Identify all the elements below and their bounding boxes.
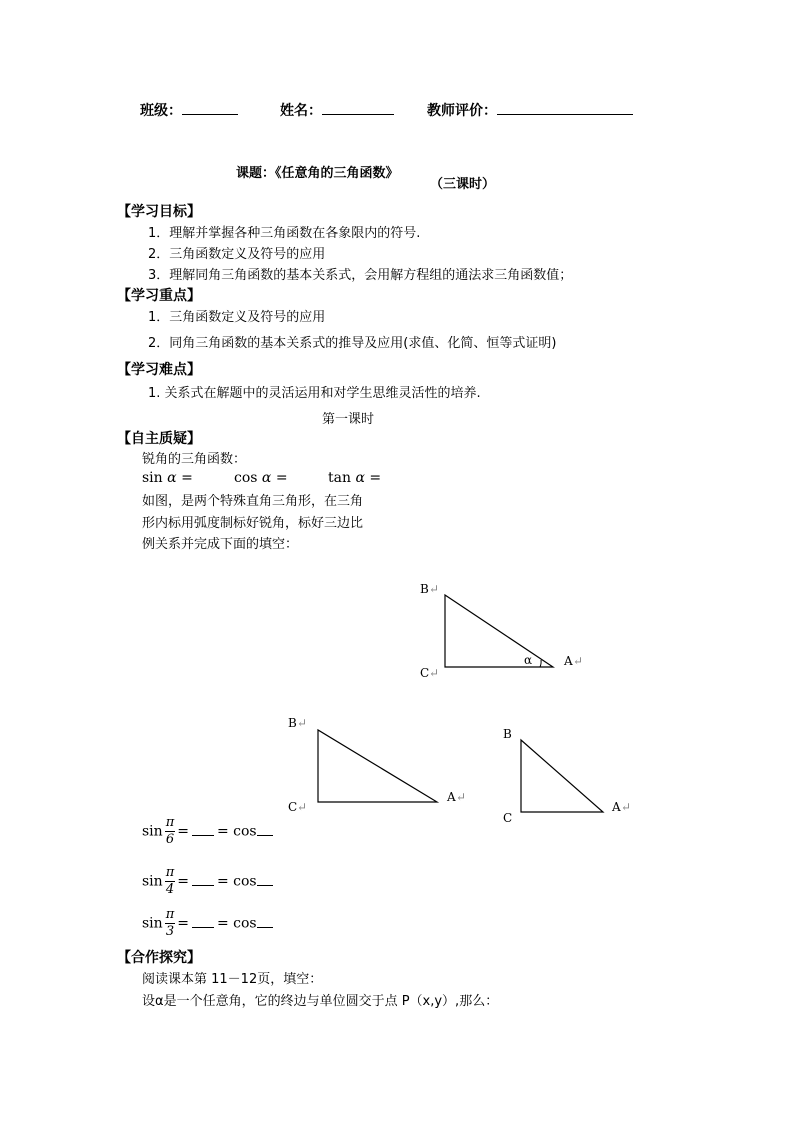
equals-sign: = — [275, 470, 288, 486]
self-study-heading: 【自主质疑】 — [117, 431, 201, 447]
lesson-label: 第一课时 — [322, 412, 375, 427]
return-mark: ↵ — [297, 800, 308, 814]
triangle-right — [521, 740, 603, 812]
label-a: A — [447, 790, 456, 804]
return-mark: ↵ — [429, 582, 440, 596]
sin-fn: sin — [142, 470, 163, 486]
teacher-field — [427, 100, 633, 120]
equation-row — [142, 907, 273, 940]
denominator: 3 — [165, 924, 175, 939]
fraction — [165, 907, 176, 940]
label-c: C — [420, 666, 430, 680]
alpha-symbol: α — [167, 470, 177, 486]
answer-blank[interactable] — [192, 825, 214, 836]
equation-row — [142, 865, 273, 898]
acute-trig-line — [142, 470, 193, 486]
equation-row — [142, 815, 273, 848]
cos-fn: cos — [233, 915, 257, 932]
return-mark: ↵ — [429, 666, 440, 680]
goal-item: 2．三角函数定义及符号的应用 — [148, 247, 326, 262]
alpha-symbol: α — [261, 470, 272, 486]
teacher-label: 教师评价： — [427, 103, 497, 119]
tan-fn: tan — [328, 470, 351, 486]
equals-sign: = — [216, 915, 229, 932]
label-c: C — [503, 811, 513, 825]
instruction-line: 例关系并完成下面的填空： — [142, 537, 299, 552]
denominator: 6 — [165, 832, 175, 847]
cos-fn: cos — [233, 823, 257, 840]
goals-heading: 【学习目标】 — [117, 204, 201, 220]
return-mark: ↵ — [621, 800, 632, 814]
equals-sign: = — [177, 915, 189, 932]
equals-sign: = — [177, 823, 189, 840]
cos-fn: cos — [234, 470, 258, 486]
angle-arc — [540, 660, 541, 667]
denominator: 4 — [165, 882, 175, 897]
difficulty-item: 1. 关系式在解题中的灵活运用和对学生思维灵活性的培养. — [148, 386, 481, 401]
name-label: 姓名： — [280, 103, 322, 119]
sin-fn: sin — [142, 873, 163, 890]
acute-tan-line — [328, 470, 381, 486]
sin-fn: sin — [142, 915, 163, 932]
label-b: B — [420, 582, 429, 596]
cos-fn: cos — [233, 873, 257, 890]
equals-sign: = — [181, 470, 193, 486]
equals-sign: = — [369, 470, 382, 486]
page-title: 课题：《任意角的三角函数》 — [236, 166, 399, 181]
acute-cos-line — [234, 470, 288, 486]
instruction-line: 如图，是两个特殊直角三角形，在三角 — [142, 494, 364, 509]
angle-blank[interactable] — [257, 917, 273, 928]
triangle-left — [318, 730, 437, 802]
header-row — [140, 100, 238, 120]
coop-line: 设α是一个任意角，它的终边与单位圆交于点 P（x,y）,那么： — [142, 994, 499, 1009]
triangle-top — [445, 595, 553, 667]
return-mark: ↵ — [297, 716, 308, 730]
name-field — [280, 100, 394, 120]
label-a: A — [564, 654, 573, 668]
sin-fn: sin — [142, 823, 163, 840]
focus-heading: 【学习重点】 — [117, 288, 201, 304]
self-study-intro: 锐角的三角函数： — [142, 452, 247, 467]
numerator: π — [165, 907, 175, 922]
goal-item: 1．理解并掌握各种三角函数在各象限内的符号. — [148, 226, 421, 241]
numerator: π — [165, 865, 175, 880]
class-label: 班级： — [140, 103, 182, 119]
label-c: C — [288, 800, 298, 814]
answer-blank[interactable] — [192, 917, 214, 928]
label-b: B — [503, 727, 512, 741]
angle-blank[interactable] — [257, 825, 273, 836]
page-subtitle: （三课时） — [430, 177, 496, 192]
fraction — [165, 815, 176, 848]
equals-sign: = — [177, 873, 189, 890]
label-b: B — [288, 716, 297, 730]
teacher-blank[interactable] — [497, 100, 633, 115]
equals-sign: = — [216, 873, 229, 890]
difficulty-heading: 【学习难点】 — [117, 362, 201, 378]
focus-item: 2．同角三角函数的基本关系式的推导及应用(求值、化简、恒等式证明) — [148, 336, 557, 351]
name-blank[interactable] — [322, 100, 394, 115]
angle-blank[interactable] — [257, 875, 273, 886]
alpha-symbol: α — [355, 470, 365, 486]
answer-blank[interactable] — [192, 875, 214, 886]
numerator: π — [165, 815, 175, 830]
class-blank[interactable] — [182, 100, 238, 115]
return-mark: ↵ — [573, 654, 584, 668]
goal-item: 3．理解同角三角函数的基本关系式，会用解方程组的通法求三角函数值； — [148, 268, 573, 283]
return-mark: ↵ — [456, 790, 467, 804]
equals-sign: = — [216, 823, 229, 840]
coop-line: 阅读课本第 11－12页，填空： — [142, 972, 323, 987]
coop-heading: 【合作探究】 — [117, 950, 201, 966]
focus-item: 1．三角函数定义及符号的应用 — [148, 310, 326, 325]
instruction-line: 形内标用弧度制标好锐角，标好三边比 — [142, 516, 364, 531]
label-alpha: α — [524, 653, 533, 667]
fraction — [165, 865, 176, 898]
label-a: A — [612, 800, 621, 814]
